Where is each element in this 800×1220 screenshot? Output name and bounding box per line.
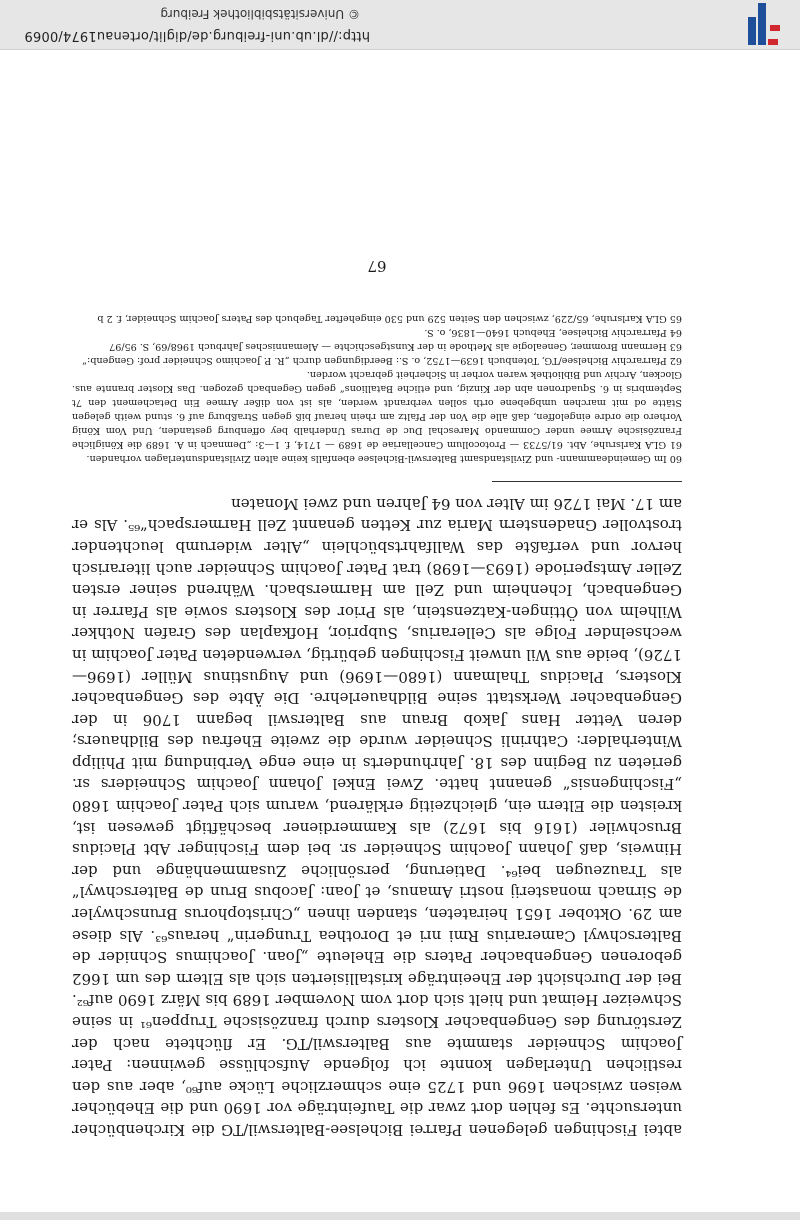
document-page — [72, 237, 682, 1140]
page-number: 67 — [367, 257, 387, 276]
footnote-65: 65 GLA Karlsruhe, 65/229, zwischen den Seiten 529 und 530 eingehefter Tagebuch des Paters Joachim Schneider, f. 2 b — [97, 313, 682, 325]
footnote-rule — [492, 481, 682, 482]
footnote-64: 64 Pfarrarchiv Bichelsee, Ehebuch 1640—1836, o. S. — [424, 327, 682, 339]
ub-freiburg-logo-icon — [742, 3, 782, 45]
footnote-62: 62 Pfarrarchiv Bichelsee/TG, Totenbuch 1639—1752, o. S.: Beerdigungen durch „R. P. Joachimo Schneider prof: Gengenb:“ — [82, 355, 682, 367]
digitized-url-link[interactable]: http://dl.ub.uni-freiburg.de/diglit/ortenau1974/0069 — [24, 28, 370, 43]
footnotes — [72, 311, 682, 465]
body-paragraph: abtei Fischingen gelegenen Pfarrei Bichelsee-Balterswil/TG die Kirchenbücher untersuchte. Es fehlen dort zwar die Taufeinträge vor 1690 und die Ehebücher weisen zwischen 1696 und 1725 eine schmerzliche Lücke auf⁶⁰, aber aus den restlichen Unterlagen konnte ich folgende Aufschlüsse gewinnen: Pater Joachim Schneider stammte aus Balterswil/TG. Er flüchtete nach der Zerstörung des Gengenbacher Klosters durch französische Truppen⁶¹ in seine Schweizer Heimat und hielt sich dort vom November 1689 bis März 1690 auf⁶². Bei der Durchsicht der Eheeinträge kristallisierten sich als Eltern des um 1662 geborenen Gengenbacher Paters die Eheleute „Joan. Joachimus Schnider de Balterschwyl Camerarius Rmi nri et Dorothea Trungerin“ heraus⁶³. Als diese am 29. Oktober 1651 heirateten, standen ihnen „Christophorus Brunschwyler de Sirnach monasterij nostri Amanus, et Joan: Jacobus Brun de Balterschwyl“ als Trauzeugen bei⁶⁴. Datierung, persönliche Zusammenhänge und der Hinweis, daß Johann Joachim Schneider sr. bei dem Fischinger Abt Placidus Bruschwiler (1616 bis 1672) als Kammerdiener beschäftigt gewesen ist, kreisten die Eltern ein, gleichzeitig erklärend, warum sich Pater Joachim 1680 „Fischingensis“ genannt hatte. Zwei Enkel Johann Joachim Schneiders sr. gerieten zu Beginn des 18. Jahrhunderts in eine enge Verbindung mit Philipp Winterhalder: Cathrinli Schneider wurde die zweite Ehefrau des Bildhauers; deren Vetter Hans Jakob Braun aus Balterswil begann 1706 in der Gengenbacher Werkstatt seine Bildhauerlehre. Die Äbte des Gengenbacher Klosters, Placidus Thalmann (1680—1696) und Augustinus Müller (1696—1726), beide aus Wil unweit Fischingen gebürtig, verwendeten Pater Joachim in wechselnder Folge als Cellerarius, Subprior, Hofkaplan des Grafen Nothker Wilhelm von Öttingen-Katzenstein, als Prior des Klosters sowie als Pfarrer in Gengenbach, Ichenheim und Zell am Harmersbach. Während seiner ersten Zeller Amtsperiode (1693—1698) trat Pater Joachim Schneider auch literarisch hervor und verfaßte das Wallfahrtsbüchlein „Alter widerumb leuchtender trostvoller Gnadenstern Maria zur Ketten genannt Zell Harmerspach“⁶⁵. Als er am 17. Mai 1726 im Alter von 64 Jahren und zwei Monaten — [72, 494, 682, 1139]
library-header — [0, 0, 800, 50]
body-text — [72, 492, 682, 1140]
footnote-61: 61 GLA Karlsruhe, Abt. 61/5733 — Protocollum Cancellariae de 1689 — 1714, f. 1—3: „Demnach in A. 1689 die Königliche Französische Armee under Commando Mareschal Duc de Duras Underhalb bey offenburg gestanden, Und Vom König Vorhero die ordre eingeloffen, daß alle die Von der Pfaltz am rhein herauf biß gegen Straßburg auf 6. stund weith gelegen Stätte od mit marchen umbgebene orth sollen verbrandt werden, als ist von dißer Armee Ein Detachement den 7t Septembris in 6. Squadronen abn der Kinzig, und etliche Batallions“ gegen Gegenbach gezogen. Das Kloster brannte aus. Glocken, Archiv und Bibliothek waren vorher in Sicherheit gebracht worden. — [72, 369, 682, 451]
footnote-63: 63 Hermann Brommer, Genealogie als Methode in der Kunstgeschichte — Alemannisches Jahrbuch 1968/69, S. 95/97 — [109, 341, 682, 353]
footnote-60: 60 Im Gemeindeammann- und Zivilstandsamt Balterswil-Bichelsee ebenfalls keine alten Zivilstandsunterlagen vorhanden. — [86, 453, 682, 465]
copyright-notice: © Universitätsbibliothek Freiburg — [160, 7, 360, 21]
bottom-strip — [0, 1212, 800, 1220]
